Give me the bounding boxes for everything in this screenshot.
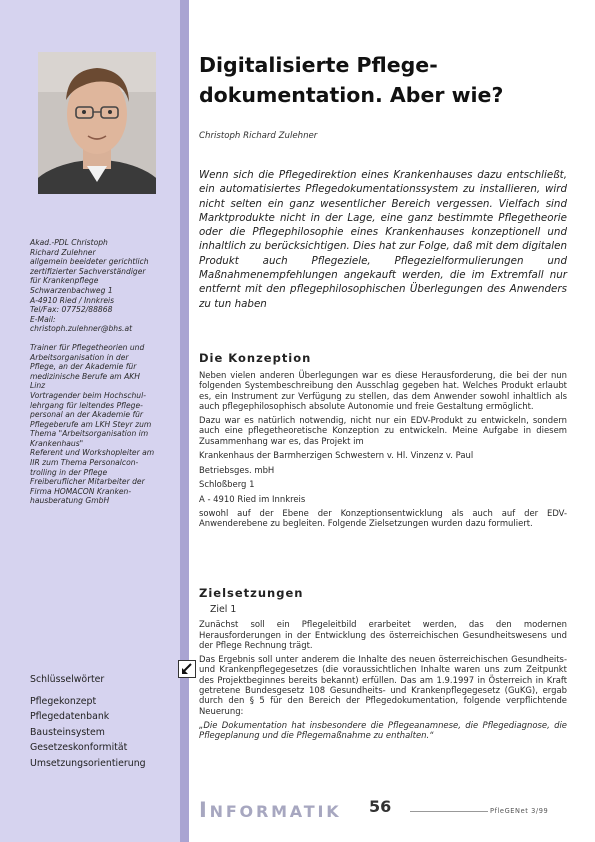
keyword-item: Gesetzeskonformität [30,742,128,754]
address-line: Schloßberg 1 [199,479,255,490]
section-body-ziele [199,605,567,745]
title-line-2: dokumentation. Aber wie? [199,83,504,107]
address-line: A - 4910 Ried im Innkreis [199,493,306,504]
magazine-section-logo [199,798,341,822]
page-number: 56 [369,797,392,816]
law-quote: „Die Dokumentation hat insbesondere die Pflegeanamnese, die Pflegediagnose, die Pflegeplanung und die Pflegemaßnahme zu enthalten.“ [199,719,567,741]
address-line: Krankenhaus der Barmherzigen Schwestern v. Hl. Vinzenz v. Paul [199,450,474,461]
sidebar-accent-strip [180,0,189,842]
article-author: Christoph Richard Zulehner [199,131,318,141]
article-title [199,50,567,110]
keyword-item: Pflegekonzept [30,695,97,707]
paragraph: Zunächst soll ein Pflegeleitbild erarbeitet werden, das den modernen Herausforderungen in der Entwicklung des österreichischen Gesundheitswesens und der Pflege Rechnung trägt. [199,619,567,650]
section-heading-konzeption: Die Konzeption [199,351,312,365]
author-photo [38,52,156,194]
keyword-item: Umsetzungsorientierung [30,757,146,769]
address-line: Betriebsges. mbH [199,464,275,475]
author-credentials: Trainer für Pflegetheorien und Arbeitsorganisation in der Pflege, an der Akademie für medizinische Berufe am AKH Linz Vortragender beim Hochschul- lehrgang für leitendes Pflege- personal an der Akademie für Pflegeberufe am LKH Steyr zum Thema "Arbeitsorganisation im Krankenhaus" Referent und Workshopleiter am IIR zum Thema Personalcon- trolling in der Pflege Freiberuflicher Mitarbeiter der Firma HOMACON Kranken- hausberatung GmbH [30,342,155,506]
article-lead: Wenn sich die Pflegedirektion eines Krankenhauses dazu entschließt, ein automatisiertes Pflegedokumentationssystem zu installieren, wird nicht selten ein ganz wesentlicher Bereich vergessen. Vielfach sind Marktprodukte nicht in der Lage, eine ganz bestimmte Pflegetheorie oder die Pflegephilosophie eines Krankenhauses konzeptionell und inhaltlich zu berücksichtigen. Dies hat zur Folge, daß mit dem digitalen Produkt auch Pflegeziele, Pflegezielformulierungen und Maßnahmenempfehlungen angekauft werden, die im Extremfall nur entfernt mit den pflegephilosophischen Überlegungen des Anwenders zu tun haben [199,169,567,310]
title-line-1: Digitalisierte Pflege- [199,53,438,77]
paragraph: sowohl auf der Ebene der Konzeptionsentwicklung als auch auf der EDV-Anwenderebene zu begleiten. Folgende Zielsetzungen wurden dazu formuliert. [199,508,567,529]
keyword-item: Pflegedatenbank [30,711,110,723]
author-contact: Akad.-PDL Christoph Richard Zulehner allgemein beeideter gerichtlich zertifizierter Sachverständiger für Krankenpflege Schwarzenbachweg 1 A-4910 Ried / Innkreis Tel/Fax: 07752/88868 E-Mail: christoph.zulehner@bhs.at [30,238,149,334]
magazine-issue: PfleGENet 3/99 [490,807,549,815]
section-body-konzeption [199,370,567,533]
goal-label: Ziel 1 [210,604,237,615]
paragraph: Dazu war es natürlich notwendig, nicht nur ein EDV-Produkt zu entwickeln, sondern auch eine pflegetheoretische Konzeption zu entwickeln. Meine Aufgabe in diesem Zusammenhang war es, das Projekt im [199,415,567,446]
footer-divider [410,811,488,812]
keyword-item: Bausteinsystem [30,726,105,738]
paragraph: Das Ergebnis soll unter anderem die Inhalte des neuen österreichischen Gesundheits- und Krankenpflegegesetzes (die voraussichtlichen Inhalte waren uns zum Zeitpunkt des Projektbeginnes bereits bekannt) erfüllen. Das am 1.9.1997 in Österreich in Kraft getretene Bundesgesetz 108 Gesundheits- und Krankenpflegegesetz (GuKG), ergab durch den § 5 für den Bereich der Pflegedokumentation, folgende verpflichtende Neuerung: [199,654,567,716]
logo-initial: I [199,798,210,822]
paragraph: Neben vielen anderen Überlegungen war es diese Herausforderung, die bei der nun folgenden Systembeschreibung den Ausschlag gegeben hat. Welches Produkt erlaubt es, ein Instrument zur Verfügung zu stellen, das dem Anwender sowohl inhaltlich als auch pflegephilosophisch absolute Autonomie und freie Gestaltung ermöglicht. [199,370,567,411]
keywords-title: Schlüsselwörter [30,674,105,685]
section-heading-ziele: Zielsetzungen [199,586,304,600]
keywords-box [30,672,176,772]
author-bio [30,238,176,506]
arrow-icon [178,660,196,678]
logo-rest: NFORMATIK [209,802,342,821]
